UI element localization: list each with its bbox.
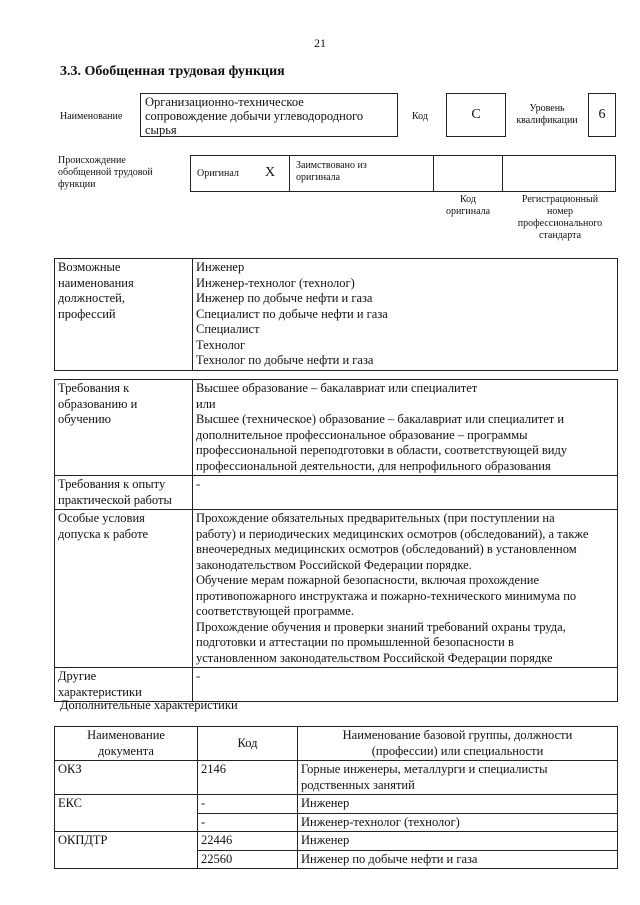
additional-title: Дополнительные характеристики bbox=[60, 698, 238, 712]
table-row bbox=[55, 832, 618, 851]
value-line: профессиональной деятельности, для непрофильного образования bbox=[196, 458, 551, 473]
caption-line: профессионального bbox=[517, 218, 603, 229]
label-line: Особые условия bbox=[58, 511, 145, 525]
original-mark: Х bbox=[265, 165, 276, 180]
label-line: наименования bbox=[58, 275, 134, 290]
requirement-label bbox=[55, 380, 193, 476]
label-line: должностей, bbox=[58, 291, 125, 305]
value-line: законодательством Российской Федерации порядке. bbox=[196, 557, 472, 572]
position-item: Специалист по добыче нефти и газа bbox=[196, 306, 388, 321]
level-value: 6 bbox=[588, 93, 616, 137]
caption-line: оригинала bbox=[445, 206, 491, 217]
requirement-value bbox=[193, 668, 618, 702]
borrowed-line: оригинала bbox=[296, 172, 341, 183]
position-item: Технолог по добыче нефти и газа bbox=[196, 353, 374, 367]
code-value: С bbox=[446, 93, 506, 137]
value-line: - bbox=[196, 477, 201, 491]
function-name-line: Организационно-техническое bbox=[145, 95, 304, 109]
table-row bbox=[55, 668, 618, 702]
requirement-value bbox=[193, 380, 618, 476]
header-line: документа bbox=[98, 743, 154, 758]
name-line: родственных занятий bbox=[301, 777, 415, 792]
requirement-value bbox=[193, 510, 618, 668]
value-line: дополнительное профессиональное образование – программы bbox=[196, 427, 528, 442]
value-line: или bbox=[196, 396, 216, 411]
header-code bbox=[198, 727, 298, 761]
table-row bbox=[55, 476, 618, 510]
value-line: Высшее (техническое) образование – бакалавриат или специалитет и bbox=[196, 412, 565, 426]
position-item: Специалист bbox=[196, 322, 260, 336]
name-cell bbox=[298, 761, 618, 795]
table-row bbox=[55, 259, 618, 371]
code-label: Код bbox=[412, 111, 428, 122]
caption-line: Регистрационный bbox=[521, 194, 599, 205]
value-line: Высшее образование – бакалавриат или специалитет bbox=[196, 381, 478, 395]
value-line: установленном законодательством Российской Федерации порядке bbox=[196, 650, 553, 665]
value-line: Прохождение обучения и проверки знаний требований охраны труда, bbox=[196, 619, 566, 634]
name-cell: Инженер bbox=[298, 795, 618, 814]
caption-line: стандарта bbox=[538, 230, 582, 241]
label-line: профессий bbox=[58, 306, 116, 321]
origin-label-line: Происхождение bbox=[58, 155, 126, 166]
code-cell: 2146 bbox=[198, 761, 298, 795]
label-line: практической работы bbox=[58, 492, 172, 507]
header-line: Наименование базовой группы, должности bbox=[342, 728, 573, 742]
name-cell: Инженер по добыче нефти и газа bbox=[298, 850, 618, 869]
function-name-line: сырья bbox=[145, 123, 177, 137]
value-line: профессиональной переподготовки в области, соответствующей виду bbox=[196, 443, 568, 457]
code-cell: - bbox=[198, 813, 298, 832]
positions-list bbox=[193, 259, 618, 371]
value-line: противопожарного инструктажа и пожарно-технического минимума по bbox=[196, 588, 577, 603]
label-line: Требования к опыту bbox=[58, 477, 166, 491]
label-line: Возможные bbox=[58, 260, 121, 274]
level-label-line: квалификации bbox=[516, 115, 578, 126]
name-cell: Инженер bbox=[298, 832, 618, 851]
table-row bbox=[55, 795, 618, 814]
section-title: 3.3. Обобщенная трудовая функция bbox=[60, 64, 285, 79]
original-label: Оригинал bbox=[197, 168, 239, 179]
origin-label-line: функции bbox=[58, 179, 96, 190]
label-line: Требования к bbox=[58, 381, 130, 395]
origin-label-line: обобщенной трудовой bbox=[58, 167, 153, 178]
label-line: обучению bbox=[58, 412, 111, 426]
code-cell: 22446 bbox=[198, 832, 298, 851]
label-line: характеристики bbox=[58, 684, 142, 699]
requirement-value bbox=[193, 476, 618, 510]
value-line: соответствующей программе. bbox=[196, 604, 355, 618]
position-item: Инженер по добыче нефти и газа bbox=[196, 291, 373, 305]
caption-line: Код bbox=[460, 194, 476, 205]
doc-cell: ЕКС bbox=[55, 795, 198, 832]
level-label-line: Уровень bbox=[529, 103, 565, 114]
position-item: Инженер bbox=[196, 260, 245, 274]
value-line: Обучение мерам пожарной безопасности, включая прохождение bbox=[196, 573, 539, 587]
table-row bbox=[55, 510, 618, 668]
name-line: Горные инженеры, металлурги и специалисты bbox=[301, 762, 548, 776]
requirement-label bbox=[55, 668, 193, 702]
table-header-row bbox=[55, 727, 618, 761]
value-line: работу) и периодических медицинских осмотров (обследований), а также bbox=[196, 526, 589, 541]
registration-caption bbox=[506, 194, 614, 242]
origin-label bbox=[58, 155, 153, 191]
table-row bbox=[55, 761, 618, 795]
code-cell: - bbox=[198, 795, 298, 814]
original-code-cell bbox=[433, 155, 503, 192]
value-line: Прохождение обязательных предварительных (при поступлении на bbox=[196, 511, 555, 525]
name-label: Наименование bbox=[60, 111, 123, 122]
requirement-label bbox=[55, 510, 193, 668]
table-row bbox=[55, 380, 618, 476]
requirement-label bbox=[55, 476, 193, 510]
value-line: внеочередных медицинских осмотров (обследований) в установленном bbox=[196, 542, 577, 556]
registration-number-cell bbox=[502, 155, 616, 192]
additional-table bbox=[54, 726, 618, 869]
value-line: - bbox=[196, 669, 201, 683]
header-group-name bbox=[298, 727, 618, 761]
doc-cell: ОКПДТР bbox=[55, 832, 198, 869]
original-code-caption bbox=[438, 194, 498, 218]
borrowed-line: Заимствовано из bbox=[296, 160, 367, 171]
requirements-table bbox=[54, 379, 618, 702]
position-item: Инженер-технолог (технолог) bbox=[196, 275, 355, 290]
code-cell: 22560 bbox=[198, 850, 298, 869]
function-name-box bbox=[140, 93, 398, 137]
doc-cell: ОКЗ bbox=[55, 761, 198, 795]
header-line: Наименование bbox=[87, 728, 165, 742]
qualification-level-label bbox=[508, 103, 586, 127]
header-line: (профессии) или специальности bbox=[371, 743, 544, 758]
positions-table bbox=[54, 258, 618, 371]
label-line: допуска к работе bbox=[58, 526, 149, 541]
name-cell: Инженер-технолог (технолог) bbox=[298, 813, 618, 832]
header-line: Код bbox=[237, 735, 258, 750]
page-number: 21 bbox=[314, 36, 326, 50]
caption-line: номер bbox=[547, 206, 573, 217]
function-name-line: сопровождение добычи углеводородного bbox=[145, 109, 364, 123]
label-line: образованию и bbox=[58, 396, 138, 411]
position-item: Технолог bbox=[196, 337, 246, 352]
value-line: подготовки и аттестации по промышленной безопасности в bbox=[196, 635, 514, 649]
label-line: Другие bbox=[58, 669, 97, 683]
header-document bbox=[55, 727, 198, 761]
positions-label bbox=[55, 259, 193, 371]
original-cell bbox=[190, 155, 290, 192]
borrowed-cell bbox=[289, 155, 434, 192]
